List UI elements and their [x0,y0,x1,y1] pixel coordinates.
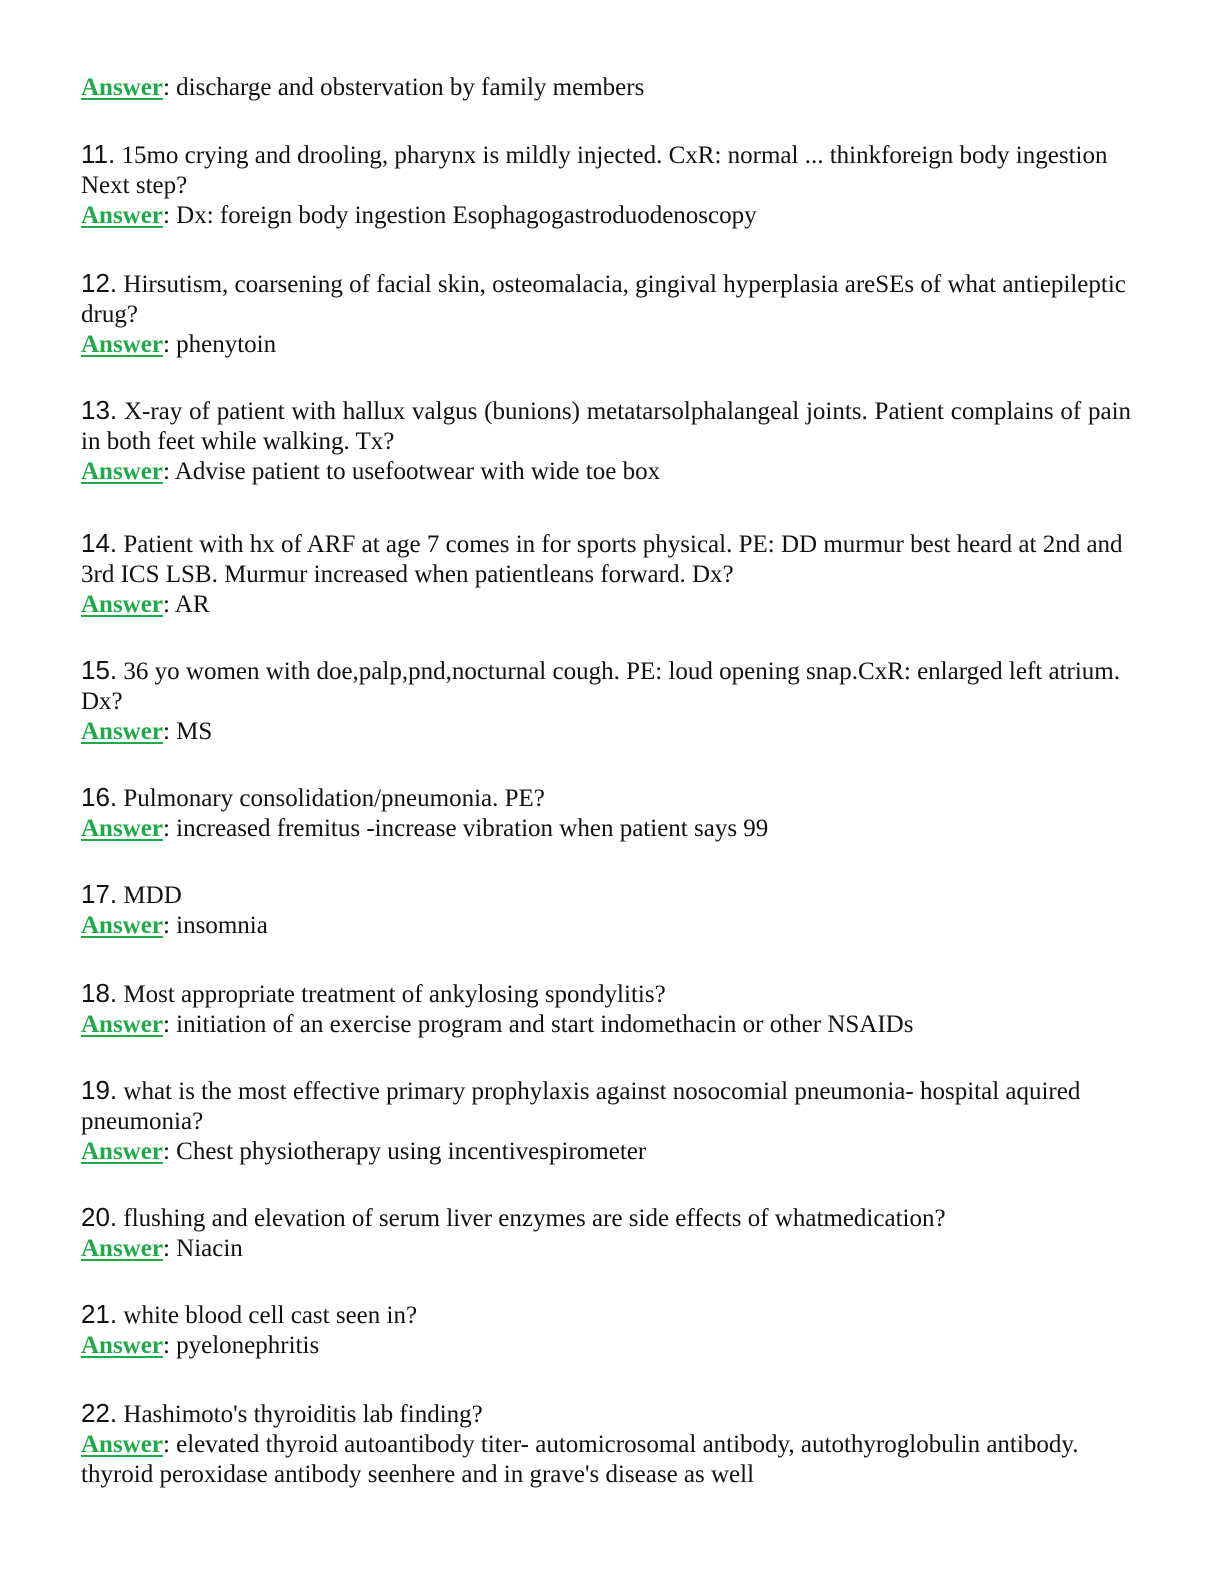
question [81,655,1131,717]
document-page [81,70,1131,1490]
qa-item [81,655,1131,747]
answer-label: Answer [81,1138,163,1165]
answer: Answer: initiation of an exercise program and start indomethacin or other NSAIDs [81,1011,914,1038]
question [81,1202,1131,1234]
question-text: 15mo crying and drooling, pharynx is mildly injected. CxR: normal ... thinkforeign body ingestion Next step? [81,142,1108,199]
question-number: 13. [81,395,118,425]
question-text: what is the most effective primary prophylaxis against nosocomial pneumonia- hospital aquired pneumonia? [81,1078,1081,1135]
answer-text: Chest physiotherapy using incentivespirometer [176,1138,647,1165]
question [81,782,1131,814]
qa-item [81,1075,1131,1167]
question [81,528,1131,590]
question-text: flushing and elevation of serum liver enzymes are side effects of whatmedication? [123,1205,946,1232]
answer-text: phenytoin [176,331,277,358]
answer-label: Answer [81,591,163,618]
answer-label: Answer [81,202,163,229]
question-number: 12. [81,268,118,298]
answer: Answer: Niacin [81,1235,243,1262]
answer-label: Answer [81,1431,163,1458]
question [81,1075,1131,1137]
answer-text: pyelonephritis [176,1332,320,1359]
answer-text: initiation of an exercise program and start indomethacin or other NSAIDs [176,1011,914,1038]
question-text: MDD [123,882,182,909]
question-number: 15. [81,655,118,685]
question-text: Hirsutism, coarsening of facial skin, osteomalacia, gingival hyperplasia areSEs of what antiepileptic drug? [81,271,1126,328]
answer: Answer: insomnia [81,912,268,939]
qa-item [81,879,1131,941]
answer: Answer: phenytoin [81,331,277,358]
question [81,139,1131,201]
question [81,395,1131,457]
answer-label: Answer [81,331,163,358]
question-number: 21. [81,1299,118,1329]
answer: Answer: increased fremitus -increase vibration when patient says 99 [81,815,769,842]
qa-item [81,978,1131,1040]
qa-item [81,1398,1131,1490]
question-number: 19. [81,1075,118,1105]
answer-text: Advise patient to usefootwear with wide toe box [174,458,661,485]
question-text: 36 yo women with doe,palp,pnd,nocturnal cough. PE: loud opening snap.CxR: enlarged left atrium. Dx? [81,658,1121,715]
answer: Answer: MS [81,718,213,745]
qa-item [81,395,1131,487]
question-text: X-ray of patient with hallux valgus (bunions) metatarsolphalangeal joints. Patient complains of pain in both feet while walking. Tx? [81,398,1132,455]
question-text: Hashimoto's thyroiditis lab finding? [123,1401,483,1428]
answer-text: discharge and obstervation by family members [176,74,645,101]
answer-text: MS [176,718,213,745]
question [81,978,1131,1010]
answer-label: Answer [81,1332,163,1359]
question-text: white blood cell cast seen in? [123,1302,418,1329]
answer-text: Dx: foreign body ingestion Esophagogastroduodenoscopy [176,202,757,229]
answer: Answer: pyelonephritis [81,1332,320,1359]
answer: Answer: Dx: foreign body ingestion Esophagogastroduodenoscopy [81,202,757,229]
answer-text: elevated thyroid autoantibody titer- automicrosomal antibody, autothyroglobulin antibody. thyroid peroxidase antibody seenhere and in grave's disease as well [81,1431,1079,1488]
answer-label: Answer [81,74,163,101]
qa-item [81,1202,1131,1264]
question-text: Pulmonary consolidation/pneumonia. PE? [123,785,545,812]
question-number: 20. [81,1202,118,1232]
answer-label: Answer [81,1011,163,1038]
question-number: 14. [81,528,118,558]
answer-label: Answer [81,1235,163,1262]
answer-text: increased fremitus -increase vibration when patient says 99 [176,815,769,842]
question [81,268,1131,330]
question-number: 22. [81,1398,118,1428]
answer-label: Answer [81,815,163,842]
qa-item [81,139,1131,231]
qa-item [81,782,1131,844]
answer-label: Answer [81,458,163,485]
question-text: Patient with hx of ARF at age 7 comes in for sports physical. PE: DD murmur best heard at 2nd and 3rd ICS LSB. Murmur increased when patientleans forward. Dx? [81,531,1123,588]
answer: Answer: AR [81,591,210,618]
answer-label: Answer [81,912,163,939]
answer: Answer: Chest physiotherapy using incentivespirometer [81,1138,647,1165]
question [81,879,1131,911]
qa-item [81,528,1131,620]
answer-text: Niacin [176,1235,243,1262]
answer-text: insomnia [176,912,268,939]
question-number: 11. [81,139,116,169]
intro-answer: Answer: discharge and obstervation by family members [81,74,645,101]
question-number: 17. [81,879,118,909]
answer-text: AR [174,591,210,618]
question [81,1299,1131,1331]
qa-item [81,268,1131,360]
answer: Answer: Advise patient to usefootwear with wide toe box [81,458,661,485]
question-number: 16. [81,782,118,812]
answer: Answer: elevated thyroid autoantibody titer- automicrosomal antibody, autothyroglobulin antibody. thyroid peroxidase antibody seenhere and in grave's disease as well [81,1431,1079,1488]
question [81,1398,1131,1430]
question-number: 18. [81,978,118,1008]
qa-item [81,1299,1131,1361]
answer-label: Answer [81,718,163,745]
question-text: Most appropriate treatment of ankylosing spondylitis? [123,981,666,1008]
